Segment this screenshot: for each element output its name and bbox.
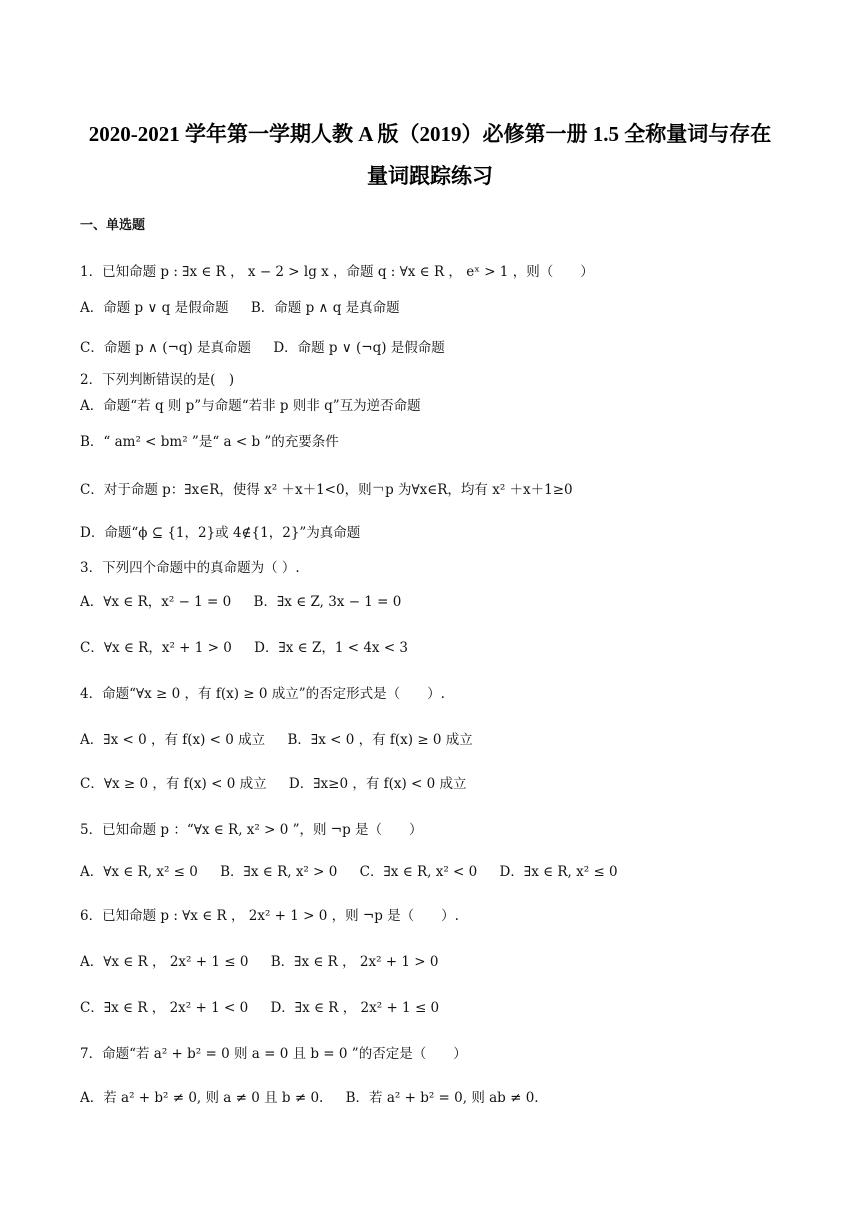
q3-option-a: A．∀x ∈ R，x² − 1 = 0 [80,594,232,610]
section-heading: 一、单选题 [80,218,146,233]
document-title-line1: 2020-2021 学年第一学期人教 A 版（2019）必修第一册 1.5 全称量词与存在 [88,122,772,146]
q2-option-c: C．对于命题 p：∃x∈R，使得 x² ＋x＋1<0，则￢p 为∀x∈R，均有 x² ＋x＋1≥0 [80,482,573,498]
q3-option-c: C．∀x ∈ R，x² + 1 > 0 [80,640,232,656]
q4-options-ab [80,730,473,750]
q6-option-b: B．∃x ∈ R ， 2x² + 1 > 0 [270,954,439,970]
q2-option-b: B．“ am² < bm² ”是“ a < b ”的充要条件 [80,434,339,450]
q1-option-d: D．命题 p ∨ (¬q) 是假命题 [273,340,445,356]
q7-options-ab [80,1088,539,1108]
document-title-line2: 量词跟踪练习 [367,164,493,188]
q5-option-c: C．∃x ∈ R, x² < 0 [359,864,478,880]
q5-option-d: D．∃x ∈ R, x² ≤ 0 [499,864,618,880]
q6-options-ab [80,952,438,972]
q5-stem: 5．已知命题 p ：“∀x ∈ R, x² > 0 ”，则 ¬p 是（ ） [80,822,423,838]
q7-stem: 7．命题“若 a² + b² = 0 则 a = 0 且 b = 0 ”的否定是（ ） [80,1046,467,1062]
q4-option-c: C．∀x ≥ 0 ，有 f(x) < 0 成立 [80,776,267,792]
q1-option-c: C．命题 p ∧ (¬q) 是真命题 [80,340,252,356]
q3-option-b: B．∃x ∈ Z, 3x − 1 = 0 [253,594,402,610]
q2-stem: 2．下列判断错误的是( ) [80,372,235,388]
q5-option-b: B．∃x ∈ R, x² > 0 [220,864,338,880]
q6-stem: 6．已知命题 p : ∀x ∈ R ， 2x² + 1 > 0 ，则 ¬p 是（ ）. [80,908,459,924]
q1-option-b: B．命题 p ∧ q 是真命题 [250,300,400,316]
q1-stem: 1．已知命题 p : ∃x ∈ R ， x − 2 > lg x ，命题 q : ∀x ∈ R ， eˣ > 1 ，则（ ） [80,264,594,280]
q4-option-d: D．∃x≥0 ，有 f(x) < 0 成立 [288,776,467,792]
q6-option-a: A．∀x ∈ R ， 2x² + 1 ≤ 0 [80,954,249,970]
q2-option-d: D．命题“ϕ ⊆ {1，2}或 4∉{1，2}”为真命题 [80,525,361,541]
q6-options-cd [80,998,439,1018]
q4-stem: 4．命题“∀x ≥ 0 ，有 f(x) ≥ 0 成立”的否定形式是（ ）. [80,686,445,702]
q6-option-c: C．∃x ∈ R ， 2x² + 1 < 0 [80,1000,249,1016]
q5-option-a: A．∀x ∈ R, x² ≤ 0 [80,864,198,880]
q6-option-d: D．∃x ∈ R ， 2x² + 1 ≤ 0 [270,1000,440,1016]
q3-option-d: D．∃x ∈ Z，1 < 4x < 3 [254,640,409,656]
q5-options [80,862,618,882]
q4-option-b: B．∃x < 0 ，有 f(x) ≥ 0 成立 [287,732,473,748]
q7-option-a: A．若 a² + b² ≠ 0, 则 a ≠ 0 且 b ≠ 0. [80,1090,324,1106]
q3-options-cd [80,638,408,658]
q3-stem: 3．下列四个命题中的真命题为（ ）. [80,560,300,576]
q1-options-cd [80,338,445,358]
q4-options-cd [80,774,467,794]
q2-option-a: A．命题“若 q 则 p”与命题“若非 p 则非 q”互为逆否命题 [80,398,421,414]
q1-option-a: A．命题 p ∨ q 是假命题 [80,300,229,316]
q3-options-ab [80,592,401,612]
q7-option-b: B．若 a² + b² = 0, 则 ab ≠ 0. [345,1090,539,1106]
q1-options-ab [80,298,400,318]
q4-option-a: A．∃x < 0 ，有 f(x) < 0 成立 [80,732,266,748]
